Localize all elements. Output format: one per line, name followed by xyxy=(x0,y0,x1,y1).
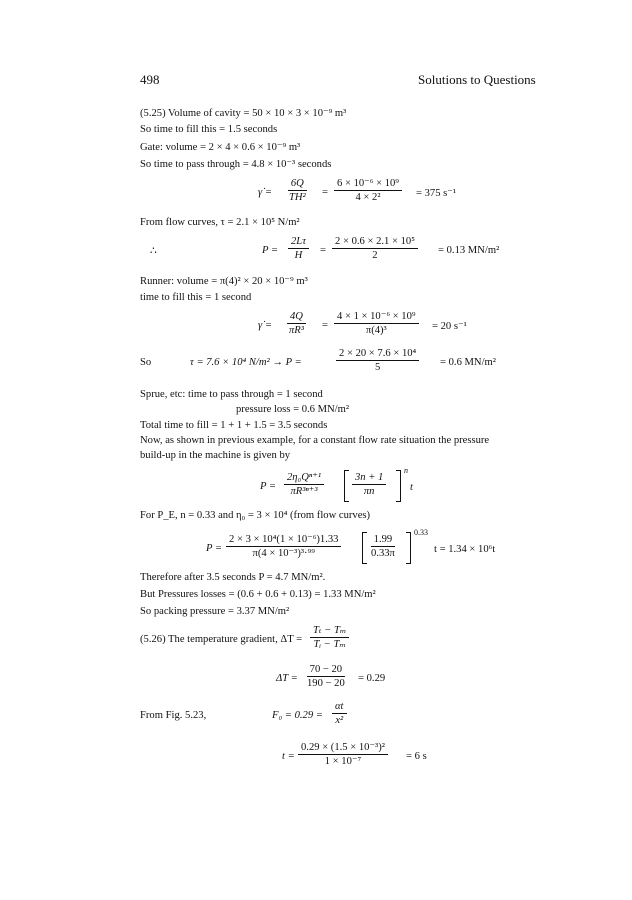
eq5-bracket-fraction xyxy=(352,472,386,497)
eq2-lhs: P = xyxy=(262,245,279,256)
q526-fraction-1 xyxy=(310,625,349,650)
eq6-bracket-left xyxy=(362,532,367,564)
eq3-equals: = xyxy=(322,320,328,331)
line-runner-time: time to fill this = 1 second xyxy=(140,292,252,303)
page-number: 498 xyxy=(140,72,160,87)
line-pressure-losses: But Pressures losses = (0.6 + 0.6 + 0.13) = 1.33 MN/m² xyxy=(140,589,376,600)
eq6-f1-den: π(4 × 10⁻³)³·⁹⁹ xyxy=(252,548,315,560)
eq6-rhs: t = 1.34 × 10⁶t xyxy=(434,544,496,555)
eq6-f1-num: 2 × 3 × 10⁴(1 × 10⁻⁶)1.33 xyxy=(226,534,341,547)
eq4-fraction xyxy=(336,348,419,373)
eq2-fraction-1 xyxy=(288,236,309,261)
eq4-f-num: 2 × 20 × 7.6 × 10⁴ xyxy=(336,348,419,361)
line-for-pe: For P_E, n = 0.33 and η₀ = 3 × 10⁴ (from flow curves) xyxy=(140,510,371,521)
eq1-fraction-1 xyxy=(286,178,309,203)
q526-eq2-den: 190 − 20 xyxy=(307,678,345,690)
eq6-b-num: 1.99 xyxy=(371,534,396,547)
q526-eq3-lhs: F₀ = 0.29 = xyxy=(272,710,323,721)
eq5-b-den: πn xyxy=(363,486,375,498)
eq1-f1-num: 6Q xyxy=(288,178,307,191)
eq6-bracket-fraction xyxy=(368,534,398,559)
q526-f1-num: Tₜ − Tₘ xyxy=(310,625,349,638)
eq2-f1-num: 2Lτ xyxy=(288,236,309,249)
eq4-rhs: = 0.6 MN/m² xyxy=(440,357,496,368)
eq5-fraction-1 xyxy=(284,472,324,497)
q526-eq3-den: x² xyxy=(335,715,344,727)
line-gate-volume: Gate: volume = 2 × 4 × 0.6 × 10⁻⁹ m³ xyxy=(140,142,301,153)
eq1-f2-den: 4 × 2² xyxy=(355,192,381,204)
line-sprue: Sprue, etc: time to pass through = 1 second xyxy=(140,389,323,400)
eq5-bracket-left xyxy=(344,470,349,502)
line-total-time: Total time to fill = 1 + 1 + 1.5 = 3.5 seconds xyxy=(140,420,328,431)
line-buildup: build-up in the machine is given by xyxy=(140,450,291,461)
line-now: Now, as shown in previous example, for a constant flow rate situation the pressure xyxy=(140,435,490,446)
eq4-so: So xyxy=(140,357,152,368)
eq2-f1-den: H xyxy=(294,250,303,262)
q526-eq2-lhs: ΔT = xyxy=(276,673,298,684)
eq6-fraction-1 xyxy=(226,534,341,559)
line-packing-pressure: So packing pressure = 3.37 MN/m² xyxy=(140,606,290,617)
eq1-fraction-2 xyxy=(334,178,402,203)
eq6-exponent: 0.33 xyxy=(414,528,428,537)
q526-eq3-fraction xyxy=(332,701,347,726)
eq4-lhs: τ = 7.6 × 10⁴ N/m² → P = xyxy=(190,357,302,368)
q526-eq2-rhs: = 0.29 xyxy=(358,673,386,684)
eq5-f1-den: πR³ⁿ⁺³ xyxy=(290,486,318,498)
q526-eq2-num: 70 − 20 xyxy=(307,664,345,677)
eq3-rhs: = 20 s⁻¹ xyxy=(432,321,467,332)
eq5-b-num: 3n + 1 xyxy=(352,472,386,485)
eq3-f2-den: π(4)³ xyxy=(365,325,387,337)
eq1-equals: = xyxy=(322,187,328,198)
therefore-symbol: ∴ xyxy=(150,246,157,257)
eq1-f2-num: 6 × 10⁻⁶ × 10⁹ xyxy=(334,178,402,191)
eq5-exponent: n xyxy=(404,466,408,475)
eq3-fraction-1 xyxy=(286,311,307,336)
q526-lead: (5.26) The temperature gradient, ΔT = xyxy=(140,634,303,645)
eq5-tail: t xyxy=(410,482,413,493)
line-flow-curves: From flow curves, τ = 2.1 × 10⁵ N/m² xyxy=(140,217,300,228)
eq3-lhs: γ̇ = xyxy=(258,320,272,331)
line-after-3-5: Therefore after 3.5 seconds P = 4.7 MN/m². xyxy=(140,572,326,583)
line-runner-volume: Runner: volume = π(4)² × 20 × 10⁻⁹ m³ xyxy=(140,276,308,287)
eq1-rhs: = 375 s⁻¹ xyxy=(416,188,457,199)
eq4-f-den: 5 xyxy=(374,362,381,374)
eq6-bracket-right xyxy=(406,532,411,564)
q526-from-fig: From Fig. 5.23, xyxy=(140,710,207,721)
eq2-equals: = xyxy=(320,245,326,256)
eq2-f2-den: 2 xyxy=(372,250,378,262)
q526-eq4-lhs: t = xyxy=(282,751,295,762)
q526-eq2-fraction xyxy=(304,664,348,689)
q526-eq4-rhs: = 6 s xyxy=(406,751,427,762)
line-pressure-loss: pressure loss = 0.6 MN/m² xyxy=(236,404,350,415)
line-time-pass: So time to pass through = 4.8 × 10⁻³ seconds xyxy=(140,159,332,170)
eq3-fraction-2 xyxy=(334,311,419,336)
line-time-fill: So time to fill this = 1.5 seconds xyxy=(140,124,278,135)
q526-eq4-num: 0.29 × (1.5 × 10⁻³)² xyxy=(298,742,388,755)
eq5-bracket-right xyxy=(396,470,401,502)
eq6-lhs: P = xyxy=(206,543,223,554)
eq3-f1-den: πR³ xyxy=(289,325,304,337)
q526-f1-den: Tᵢ − Tₘ xyxy=(313,639,346,651)
line-volume-cavity: (5.25) Volume of cavity = 50 × 10 × 3 × 10⁻⁹ m³ xyxy=(140,108,347,119)
q526-eq4-fraction xyxy=(298,742,388,767)
eq2-rhs: = 0.13 MN/m² xyxy=(438,245,500,256)
q526-eq4-den: 1 × 10⁻⁷ xyxy=(324,756,362,768)
eq5-lhs: P = xyxy=(260,481,277,492)
eq2-f2-num: 2 × 0.6 × 2.1 × 10⁵ xyxy=(332,236,418,249)
eq1-lhs: γ̇ = xyxy=(258,187,272,198)
eq5-f1-num: 2η₀Qⁿ⁺¹ xyxy=(284,472,324,485)
eq6-b-den: 0.33π xyxy=(371,548,395,560)
eq3-f1-num: 4Q xyxy=(287,311,306,324)
eq2-fraction-2 xyxy=(332,236,418,261)
eq3-f2-num: 4 × 1 × 10⁻⁶ × 10⁹ xyxy=(334,311,419,324)
q526-eq3-num: αt xyxy=(332,701,347,714)
eq1-f1-den: TH² xyxy=(289,192,306,204)
running-title: Solutions to Questions xyxy=(418,72,536,87)
